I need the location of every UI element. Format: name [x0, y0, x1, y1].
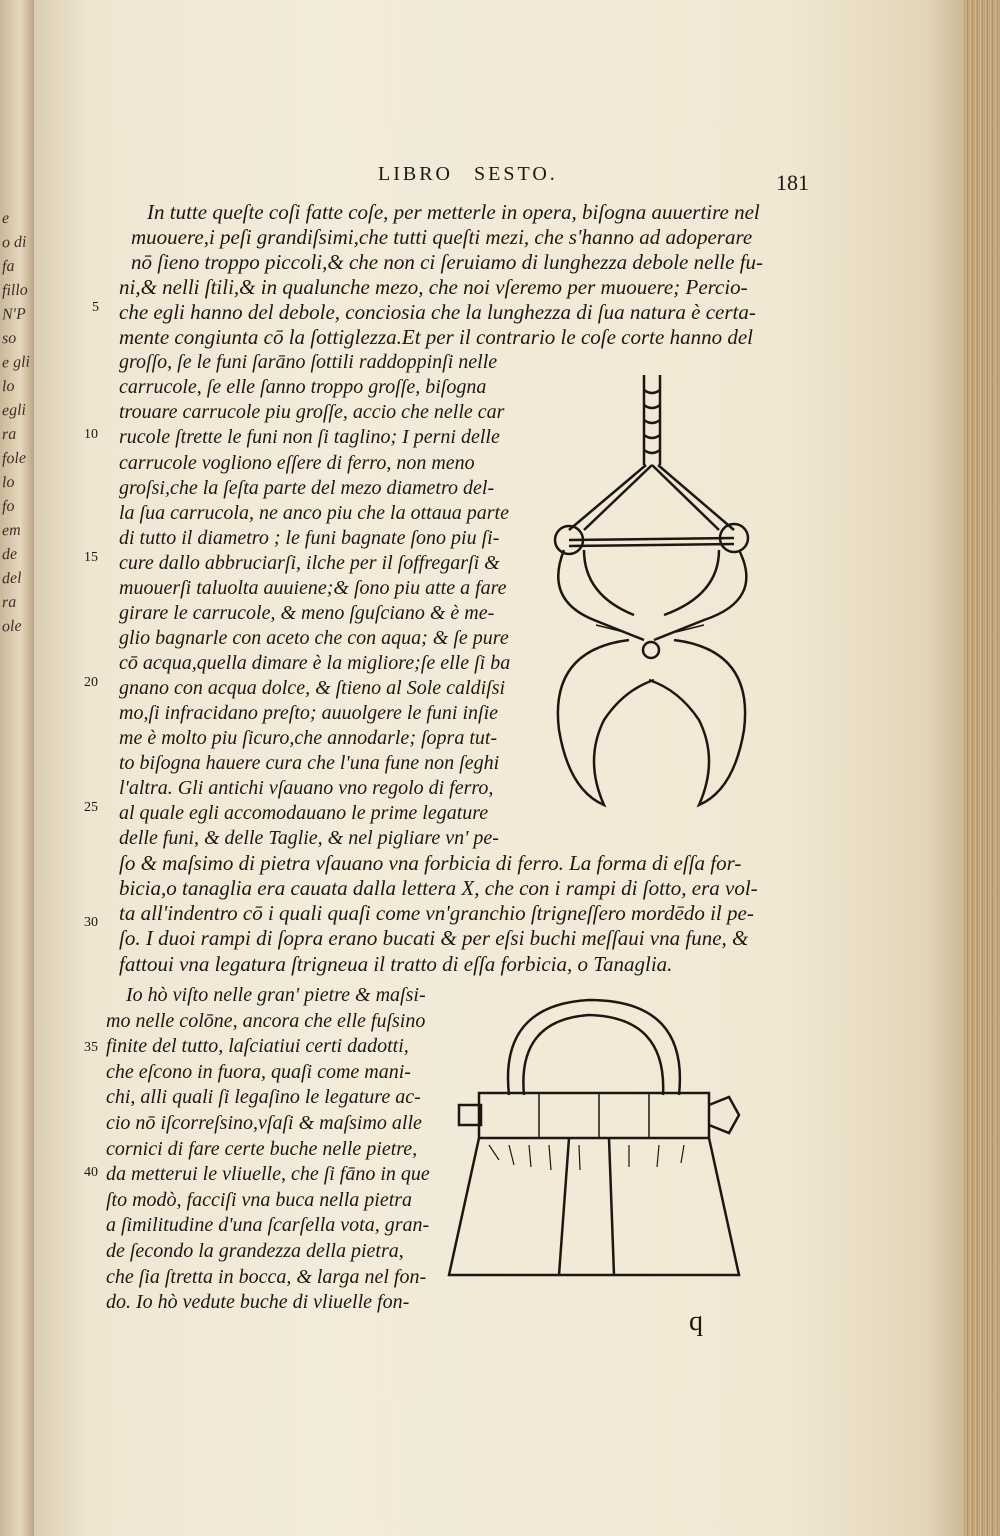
text-line: mo nelle colōne, ancora che elle fuſsino — [106, 1009, 426, 1032]
text-line: trouare carrucole piu groſſe, accio che nelle car — [119, 401, 505, 424]
text-line: ta all'indentro cō i quali quaſi come vn'granchio ſtrigneſſero mordēdo il pe- — [119, 901, 754, 926]
text-line: al quale egli accomodauano le prime legature — [119, 802, 489, 825]
text-line: ni,& nelli ſtili,& in qualunche mezo, che noi vſeremo per muouere; Percio- — [119, 275, 748, 300]
text-line: cure dallo abbruciarſi, ilche per il ſoffregarſi & — [119, 551, 500, 574]
text-line: ſo. I duoi rampi di ſopra erano bucati & per eſsi buchi meſſaui vna fune, & — [119, 926, 749, 951]
text-line: che egli hanno del debole, conciosia che la lunghezza di ſua natura è certa- — [119, 300, 756, 325]
tongs-illustration — [524, 370, 774, 840]
left-page-text-fragment: fa — [1, 257, 15, 276]
text-line: a ſimilitudine d'una ſcarſella vota, gran- — [106, 1214, 430, 1237]
left-page-text-fragment: N'P — [1, 305, 27, 324]
signature-mark: q — [689, 1306, 703, 1337]
line-number: 10 — [84, 427, 98, 442]
text-line: nō ſieno troppo piccoli,& che non ci ſeruiamo di lunghezza debole nelle fu- — [131, 250, 764, 275]
text-line: me è molto piu ſicuro,che annodarle; ſopra tut- — [119, 727, 498, 750]
running-header-right: SESTO. — [474, 163, 558, 185]
text-line: fattoui vna legatura ſtrigneua il tratto di eſſa forbicia, o Tanaglia. — [119, 951, 673, 976]
left-page-text-fragment: lo — [1, 377, 15, 396]
text-line: mente congiunta cō la ſottiglezza.Et per il contrario le coſe corte hanno del — [119, 325, 753, 350]
text-line: carrucole vogliono eſſere di ferro, non meno — [119, 451, 475, 474]
left-page-text-fragment: fillo — [1, 281, 29, 300]
left-page-text-fragment: e gli — [1, 353, 31, 372]
text-line: bicia,o tanaglia era cauata dalla lettera X, che con i rampi di ſotto, era vol- — [119, 876, 758, 901]
text-line: girare le carrucole, & meno ſguſciano & è me- — [119, 601, 495, 624]
text-line: Io hò viſto nelle gran' pietre & maſsi- — [126, 984, 426, 1006]
text-line: muouerſi taluolta auuiene;& ſono piu atte a fare — [119, 576, 507, 599]
right-page — [34, 0, 964, 1536]
text-line: l'altra. Gli antichi vſauano vno regolo di ferro, — [119, 777, 494, 800]
text-line: cornici di fare certe buche nelle pietre, — [106, 1137, 418, 1160]
text-line: la ſua carrucola, ne anco piu che la ottaua parte — [119, 501, 509, 524]
text-line: rucole ſtrette le funi non ſi taglino; I perni delle — [119, 426, 500, 449]
text-line: delle funi, & delle Taglie, & nel pigliare vn' pe- — [119, 827, 499, 850]
text-line: finite del tutto, laſciatiui certi dadotti, — [106, 1035, 409, 1058]
left-page-text-fragment: del — [1, 569, 22, 588]
text-line: muouere,i peſi grandiſsimi,che tutti queſti mezi, che s'hanno ad adoperare — [131, 225, 753, 250]
text-line: di tutto il diametro ; le funi bagnate ſono piu ſi- — [119, 526, 500, 549]
running-header-left: LIBRO — [378, 163, 453, 185]
left-page-text-fragment: egli — [1, 401, 27, 420]
line-number: 30 — [84, 915, 98, 930]
text-line: che eſcono in fuora, quaſi come mani- — [106, 1060, 411, 1083]
left-page-edge — [0, 0, 34, 1536]
text-line: mo,ſi infracidano preſto; auuolgere le funi inſie — [119, 702, 499, 724]
text-line: cio nō iſcorreſsino,vſaſi & maſsimo alle — [106, 1112, 422, 1134]
text-line: to biſogna hauere cura che l'una fune non ſeghi — [119, 752, 500, 775]
line-number: 5 — [92, 300, 99, 315]
left-page-text-fragment: e — [1, 209, 10, 228]
text-line: ſto modò, facciſi vna buca nella pietra — [106, 1188, 413, 1211]
left-page-text-fragment: ra — [1, 425, 17, 444]
text-line: carrucole, ſe elle ſanno troppo groſſe, biſogna — [119, 376, 487, 399]
left-page-text-fragment: fo — [1, 497, 15, 516]
left-page-text-fragment: o di — [1, 233, 27, 252]
line-number: 25 — [84, 800, 98, 815]
left-page-text-fragment: so — [1, 329, 17, 348]
text-line: chi, alli quali ſi legaſino le legature ac- — [106, 1086, 421, 1109]
text-line: glio bagnarle con aceto che con aqua; & ſe pure — [119, 626, 509, 649]
text-line: groſsi,che la ſeſta parte del mezo diametro del- — [119, 476, 495, 499]
left-page-text-fragment: fole — [1, 449, 27, 468]
left-page-text-fragment: lo — [1, 473, 15, 492]
line-number: 35 — [84, 1040, 98, 1055]
text-line: do. Io hò vedute buche di vliuelle fon- — [106, 1291, 410, 1314]
text-line: da metterui le vliuelle, che ſi fāno in que — [106, 1163, 430, 1186]
left-page-text-fragment: em — [1, 521, 21, 540]
ring-illustration — [439, 985, 749, 1295]
line-number: 20 — [84, 675, 98, 690]
left-page-text-fragment: ra — [1, 593, 17, 612]
text-line: de ſecondo la grandezza della pietra, — [106, 1240, 404, 1262]
line-number: 15 — [84, 550, 98, 565]
text-line: cō acqua,quella dimare è la migliore;ſe elle ſi ba — [119, 651, 511, 674]
page-block-edges — [964, 0, 1000, 1536]
left-page-text-fragment: de — [1, 545, 18, 564]
page-number: 181 — [776, 170, 809, 195]
left-page-text-fragment: ole — [1, 617, 22, 636]
text-line: groſſo, ſe le funi ſarāno ſottili raddoppinſi nelle — [119, 351, 498, 374]
text-line: che ſia ſtretta in bocca, & larga nel fon- — [106, 1265, 427, 1288]
text-line: gnano con acqua dolce, & ſtieno al Sole caldiſsi — [119, 676, 506, 699]
text-line: In tutte queſte coſi fatte coſe, per metterle in opera, biſogna auuertire nel — [147, 200, 760, 224]
line-number: 40 — [84, 1165, 98, 1180]
text-line: ſo & maſsimo di pietra vſauano vna forbicia di ferro. La forma di eſſa for- — [119, 851, 742, 876]
